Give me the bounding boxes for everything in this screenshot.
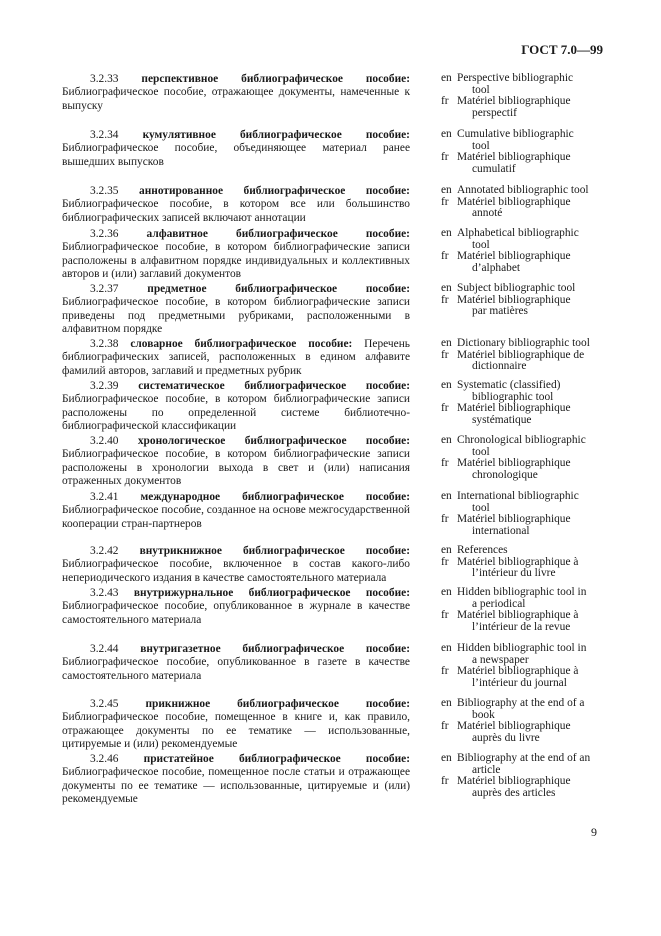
term-definition: Библиографическое пособие, в котором библиографические записи расположены по определенной системе библиотечно-библиографической классификации	[62, 393, 410, 432]
language-code: fr	[441, 609, 449, 622]
french-equivalent	[441, 610, 611, 633]
english-equivalent	[441, 545, 611, 557]
language-code: en	[441, 490, 452, 502]
translation-text: Alphabetical bibliographic	[457, 227, 579, 239]
translation-text: auprès des articles	[472, 786, 556, 799]
english-equivalent	[441, 491, 611, 514]
term-number: 3.2.40	[90, 435, 119, 447]
french-equivalent	[441, 557, 611, 580]
language-code: en	[441, 544, 452, 556]
translation-text: bibliographic tool	[472, 390, 554, 403]
term-number: 3.2.41	[90, 491, 119, 503]
language-code: en	[441, 434, 452, 446]
term-definition: Библиографическое пособие, включенное в состав какого-либо непериодического издания в качестве самостоятельного материала	[62, 558, 410, 584]
language-code: fr	[441, 555, 449, 568]
russian-definition	[62, 698, 410, 751]
language-code: fr	[441, 665, 449, 678]
french-equivalent	[441, 152, 611, 175]
translation-text: Hidden bibliographic tool in	[457, 586, 587, 598]
french-equivalent	[441, 458, 611, 481]
translation-text: Hidden bibliographic tool in	[457, 642, 587, 654]
translations	[441, 228, 611, 274]
term-name: хронологическое библиографическое пособие:	[137, 435, 410, 447]
language-code: fr	[441, 195, 449, 208]
term-definition: Библиографическое пособие, помещенное после статьи и отражающее документы по ее тематике — использованные, цитируемые и (или) рекомендуемые	[62, 766, 410, 805]
language-code: fr	[441, 457, 449, 470]
translation-text: Matériel bibliographique à	[457, 555, 579, 568]
translation-text: Perspective bibliographic	[457, 72, 574, 84]
french-equivalent	[441, 666, 611, 689]
russian-definition	[62, 283, 410, 336]
translation-text: article	[472, 763, 501, 776]
french-equivalent	[441, 350, 611, 373]
french-equivalent	[441, 295, 611, 318]
translation-text: Matériel bibliographique	[457, 775, 571, 788]
term-definition: Библиографическое пособие, помещенное в книге и, как правило, отражающее документы по ее тематике — использованные, цитируемые и (или) рекомендуемые	[62, 711, 410, 750]
translation-text: Matériel bibliographique	[457, 151, 571, 164]
english-equivalent	[441, 435, 611, 458]
translations	[441, 283, 611, 318]
french-equivalent	[441, 197, 611, 220]
russian-definition	[62, 587, 410, 627]
translation-text: Matériel bibliographique à	[457, 665, 579, 678]
translation-text: Systematic (classified)	[457, 379, 561, 391]
term-number: 3.2.35	[90, 185, 119, 197]
translation-text: a periodical	[472, 597, 526, 610]
language-code: en	[441, 227, 452, 239]
translation-text: d’alphabet	[472, 261, 521, 274]
russian-definition	[62, 753, 410, 806]
english-equivalent	[441, 129, 611, 152]
term-number: 3.2.38	[90, 338, 119, 350]
english-equivalent	[441, 185, 611, 197]
term-definition: Библиографическое пособие, в котором все или большинство библиографических записей включают аннотации	[62, 198, 410, 224]
term-name: прикнижное библиографическое пособие:	[145, 698, 410, 710]
translation-text: dictionnaire	[472, 360, 527, 373]
english-equivalent	[441, 283, 611, 295]
russian-definition	[62, 491, 410, 531]
translations	[441, 753, 611, 799]
term-name: перспективное библиографическое пособие:	[141, 73, 410, 85]
english-equivalent	[441, 587, 611, 610]
language-code: fr	[441, 513, 449, 526]
term-number: 3.2.42	[90, 545, 119, 557]
language-code: fr	[441, 293, 449, 306]
term-name: международное библиографическое пособие:	[140, 491, 410, 503]
english-equivalent	[441, 643, 611, 666]
translation-text: par matières	[472, 305, 528, 318]
french-equivalent	[441, 403, 611, 426]
translation-text: international	[472, 524, 530, 537]
translation-text: annoté	[472, 207, 503, 220]
russian-definition	[62, 129, 410, 169]
document-header: ГОСТ 7.0—99	[521, 42, 603, 57]
translation-text: Annotated bibliographic tool	[457, 184, 589, 196]
translation-text: Subject bibliographic tool	[457, 282, 576, 294]
term-number: 3.2.45	[90, 698, 119, 710]
term-definition: Библиографическое пособие, в котором библиографические записи приведены под предметными рубриками, расположенными в алфавитном порядке	[62, 296, 410, 335]
term-name: внутригазетное библиографическое пособие:	[140, 643, 410, 655]
russian-definition	[62, 185, 410, 225]
page-number: 9	[591, 825, 597, 839]
translation-text: book	[472, 708, 495, 721]
translation-text: tool	[472, 238, 490, 251]
translation-text: Matériel bibliographique	[457, 720, 571, 733]
english-equivalent	[441, 73, 611, 96]
language-code: fr	[441, 151, 449, 164]
french-equivalent	[441, 514, 611, 537]
translations	[441, 643, 611, 689]
language-code: fr	[441, 250, 449, 263]
russian-definition	[62, 338, 410, 378]
translations	[441, 435, 611, 481]
russian-definition	[62, 380, 410, 433]
term-definition: Библиографическое пособие, в котором библиографические записи расположены в алфавитном порядке индивидуальных и коллективных авторов и (или) заглавий документов	[62, 241, 410, 280]
translation-text: Matériel bibliographique	[457, 402, 571, 415]
russian-definition	[62, 545, 410, 585]
language-code: fr	[441, 775, 449, 788]
translation-text: l’intérieur de la revue	[472, 620, 571, 633]
translation-text: cumulatif	[472, 162, 516, 175]
term-number: 3.2.36	[90, 228, 119, 240]
term-number: 3.2.44	[90, 643, 119, 655]
translation-text: Dictionary bibliographic tool	[457, 337, 590, 349]
english-equivalent	[441, 698, 611, 721]
translation-text: chronologique	[472, 468, 538, 481]
translation-text: tool	[472, 445, 490, 458]
term-number: 3.2.39	[90, 380, 119, 392]
russian-definition	[62, 228, 410, 281]
translations	[441, 380, 611, 426]
language-code: en	[441, 282, 452, 294]
language-code: fr	[441, 402, 449, 415]
translation-text: Matériel bibliographique	[457, 250, 571, 263]
term-name: алфавитное библиографическое пособие:	[146, 228, 410, 240]
term-name: кумулятивное библиографическое пособие:	[142, 129, 410, 141]
translation-text: Matériel bibliographique	[457, 195, 571, 208]
language-code: en	[441, 128, 452, 140]
translation-text: tool	[472, 83, 490, 96]
translation-text: Chronological bibliographic	[457, 434, 586, 446]
french-equivalent	[441, 96, 611, 119]
term-name: внутрижурнальное библиографическое пособие:	[133, 587, 410, 599]
russian-definition	[62, 435, 410, 488]
english-equivalent	[441, 380, 611, 403]
term-definition: Перечень библиографических записей, расположенных в едином алфавите фамилий авторов, заглавий и предметных рубрик	[62, 338, 410, 377]
language-code: fr	[441, 720, 449, 733]
translations	[441, 587, 611, 633]
french-equivalent	[441, 721, 611, 744]
translation-text: Matériel bibliographique	[457, 457, 571, 470]
translation-text: References	[457, 544, 508, 556]
translation-text: systématique	[472, 413, 532, 426]
term-definition: Библиографическое пособие, опубликованное в газете в качестве самостоятельного материала	[62, 656, 410, 682]
term-number: 3.2.37	[90, 283, 119, 295]
term-definition: Библиографическое пособие, в котором библиографические записи расположены в хронологии выхода в свет и (или) написания отраженных документов	[62, 448, 410, 487]
translations	[441, 698, 611, 744]
term-number: 3.2.34	[90, 129, 119, 141]
english-equivalent	[441, 753, 611, 776]
term-definition: Библиографическое пособие, объединяющее материал ранее вышедших выпусков	[62, 142, 410, 168]
translations	[441, 129, 611, 175]
term-name: внутрикнижное библиографическое пособие:	[139, 545, 410, 557]
translation-text: a newspaper	[472, 653, 529, 666]
translations	[441, 338, 611, 373]
translation-text: tool	[472, 501, 490, 514]
term-number: 3.2.43	[90, 587, 119, 599]
english-equivalent	[441, 228, 611, 251]
language-code: en	[441, 642, 452, 654]
translation-text: Matériel bibliographique de	[457, 348, 585, 361]
translation-text: Matériel bibliographique	[457, 513, 571, 526]
language-code: fr	[441, 95, 449, 108]
french-equivalent	[441, 776, 611, 799]
translations	[441, 491, 611, 537]
term-definition: Библиографическое пособие, созданное на основе межгосударственной кооперации стран-партнеров	[62, 504, 410, 530]
translation-text: l’intérieur du livre	[472, 567, 556, 580]
term-name: систематическое библиографическое пособие:	[138, 380, 410, 392]
translation-text: Matériel bibliographique à	[457, 609, 579, 622]
term-number: 3.2.46	[90, 753, 119, 765]
language-code: en	[441, 697, 452, 709]
language-code: en	[441, 752, 452, 764]
translations	[441, 545, 611, 580]
language-code: en	[441, 184, 452, 196]
russian-definition	[62, 643, 410, 683]
term-definition: Библиографическое пособие, отражающее документы, намеченные к выпуску	[62, 86, 410, 112]
translation-text: Matériel bibliographique	[457, 293, 571, 306]
translation-text: Bibliography at the end of an	[457, 752, 591, 764]
english-equivalent	[441, 338, 611, 350]
translations	[441, 73, 611, 119]
translation-text: International bibliographic	[457, 490, 579, 502]
language-code: en	[441, 337, 452, 349]
term-name: пристатейное библиографическое пособие:	[143, 753, 410, 765]
language-code: en	[441, 379, 452, 391]
term-definition: Библиографическое пособие, опубликованное в журнале в качестве самостоятельного материала	[62, 600, 410, 626]
translation-text: Bibliography at the end of a	[457, 697, 585, 709]
language-code: fr	[441, 348, 449, 361]
language-code: en	[441, 72, 452, 84]
term-name: словарное библиографическое пособие:	[130, 338, 353, 350]
term-number: 3.2.33	[90, 73, 119, 85]
french-equivalent	[441, 251, 611, 274]
translation-text: tool	[472, 139, 490, 152]
language-code: en	[441, 586, 452, 598]
translation-text: Cumulative bibliographic	[457, 128, 574, 140]
translation-text: perspectif	[472, 106, 517, 119]
term-name: аннотированное библиографическое пособие:	[139, 185, 410, 197]
translation-text: l’intérieur du journal	[472, 676, 567, 689]
translation-text: auprès du livre	[472, 731, 540, 744]
translation-text: Matériel bibliographique	[457, 95, 571, 108]
translations	[441, 185, 611, 220]
term-name: предметное библиографическое пособие:	[147, 283, 410, 295]
russian-definition	[62, 73, 410, 113]
